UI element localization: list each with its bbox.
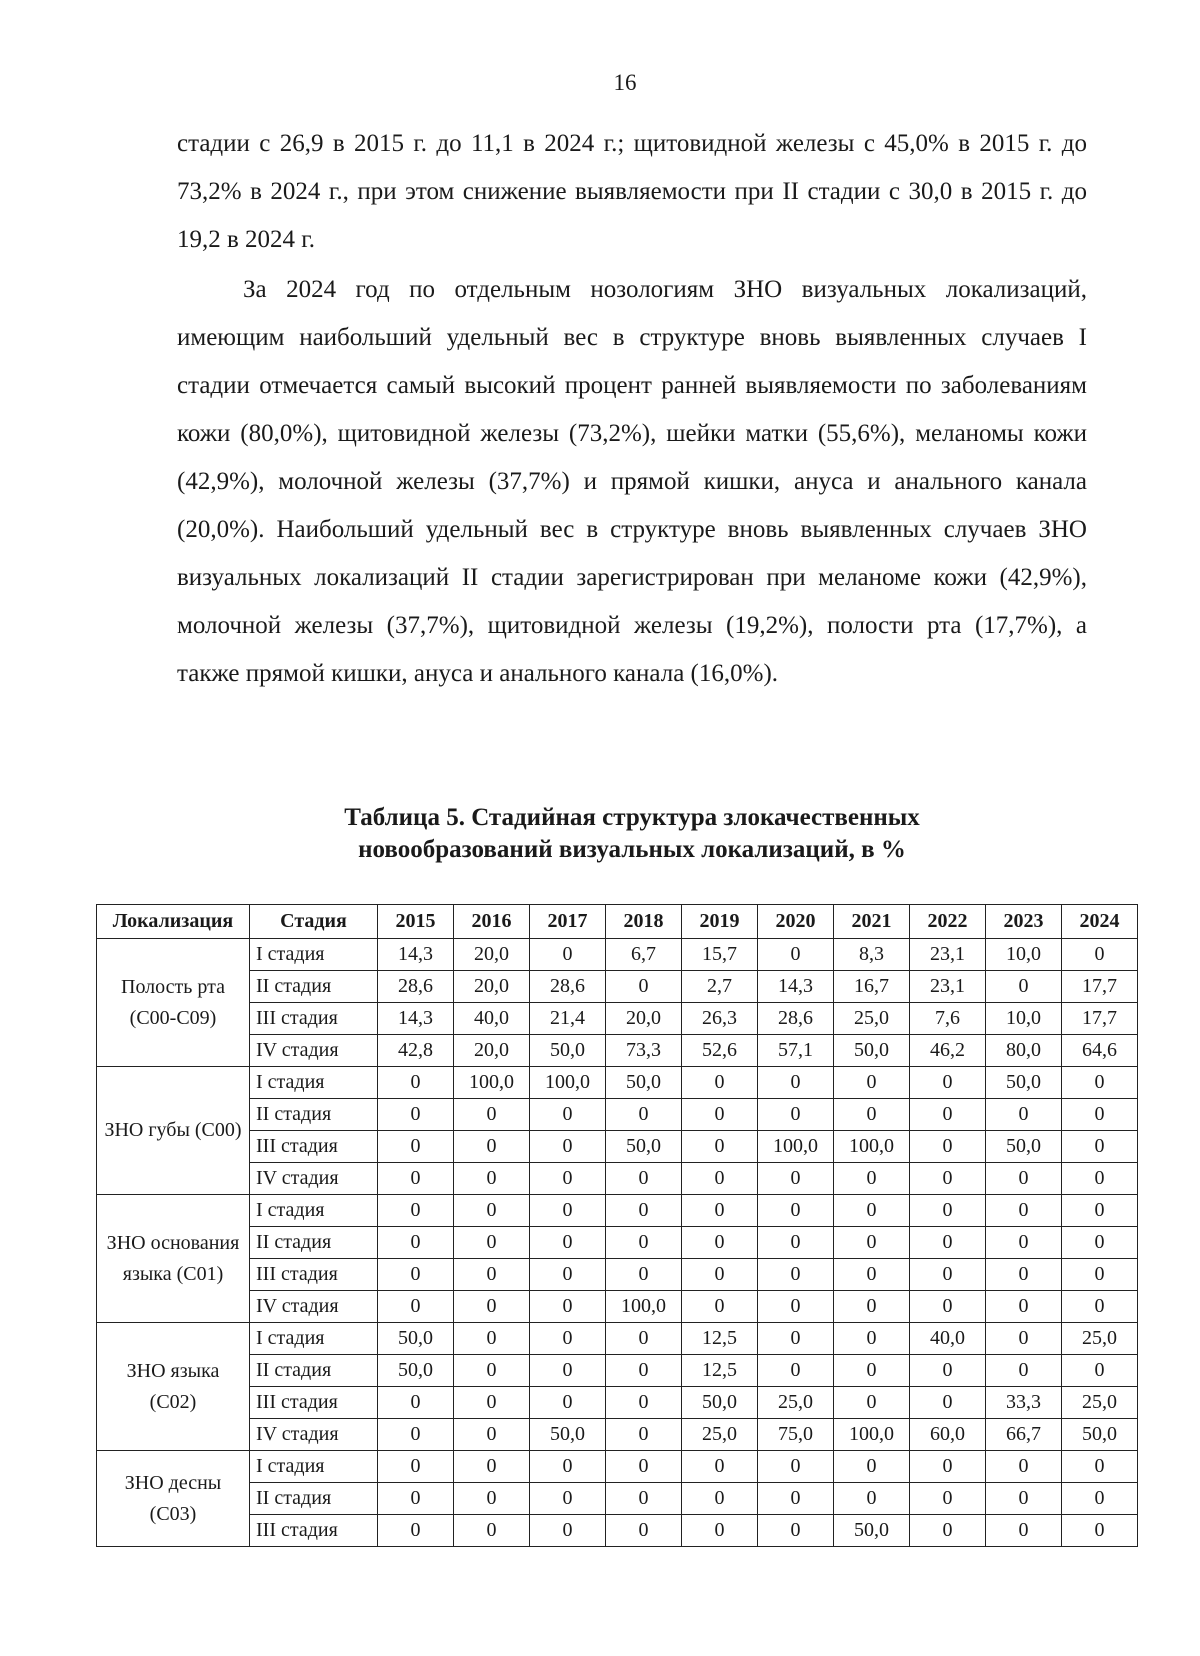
value-cell: 0 xyxy=(530,1387,606,1419)
value-cell: 64,6 xyxy=(1062,1035,1138,1067)
value-cell: 0 xyxy=(530,1515,606,1547)
value-cell: 0 xyxy=(834,1387,910,1419)
value-cell: 0 xyxy=(530,1323,606,1355)
value-cell: 0 xyxy=(1062,1259,1138,1291)
value-cell: 6,7 xyxy=(606,939,682,971)
header-year-2023: 2023 xyxy=(986,905,1062,939)
value-cell: 50,0 xyxy=(834,1035,910,1067)
value-cell: 0 xyxy=(454,1163,530,1195)
value-cell: 0 xyxy=(910,1195,986,1227)
value-cell: 0 xyxy=(834,1099,910,1131)
value-cell: 0 xyxy=(454,1355,530,1387)
value-cell: 16,7 xyxy=(834,971,910,1003)
value-cell: 0 xyxy=(758,1067,834,1099)
value-cell: 8,3 xyxy=(834,939,910,971)
value-cell: 0 xyxy=(378,1291,454,1323)
value-cell: 0 xyxy=(606,1515,682,1547)
value-cell: 0 xyxy=(682,1099,758,1131)
value-cell: 17,7 xyxy=(1062,971,1138,1003)
localization-cell: Полость рта (С00-С09) xyxy=(97,939,250,1067)
stage-structure-table xyxy=(96,904,1138,1547)
value-cell: 0 xyxy=(454,1131,530,1163)
value-cell: 0 xyxy=(606,1323,682,1355)
value-cell: 0 xyxy=(606,1195,682,1227)
value-cell: 0 xyxy=(530,1451,606,1483)
header-year-2019: 2019 xyxy=(682,905,758,939)
value-cell: 0 xyxy=(910,1227,986,1259)
stage-cell: IV стадия xyxy=(250,1035,378,1067)
table-header-row xyxy=(97,905,1138,939)
value-cell: 0 xyxy=(758,1483,834,1515)
value-cell: 12,5 xyxy=(682,1355,758,1387)
value-cell: 0 xyxy=(910,1515,986,1547)
stage-cell: III стадия xyxy=(250,1515,378,1547)
value-cell: 28,6 xyxy=(758,1003,834,1035)
value-cell: 0 xyxy=(986,1323,1062,1355)
value-cell: 0 xyxy=(682,1515,758,1547)
value-cell: 0 xyxy=(1062,1451,1138,1483)
paragraph-2024-summary: За 2024 год по отдельным нозологиям ЗНО визуальных локализаций, имеющим наибольший удельный вес в структуре вновь выявленных случаев I стадии отмечается самый высокий процент ранней выявляемости по заболеваниям кожи (80,0%), щитовидной железы (73,2%), шейки матки (55,6%), меланомы кожи (42,9%), молочной железы (37,7%) и прямой кишки, ануса и анального канала (20,0%). Наибольший удельный вес в структуре вновь выявленных случаев ЗНО визуальных локализаций II стадии зарегистрирован при меланоме кожи (42,9%), молочной железы (37,7%), щитовидной железы (19,2%), полости рта (17,7%), а также прямой кишки, ануса и анального канала (16,0%). xyxy=(177,276,1087,687)
value-cell: 28,6 xyxy=(378,971,454,1003)
value-cell: 50,0 xyxy=(530,1419,606,1451)
value-cell: 0 xyxy=(606,971,682,1003)
value-cell: 0 xyxy=(682,1483,758,1515)
value-cell: 0 xyxy=(682,1259,758,1291)
stage-cell: I стадия xyxy=(250,1195,378,1227)
value-cell: 0 xyxy=(1062,1355,1138,1387)
stage-cell: III стадия xyxy=(250,1131,378,1163)
value-cell: 0 xyxy=(758,1195,834,1227)
value-cell: 14,3 xyxy=(378,939,454,971)
value-cell: 0 xyxy=(986,1099,1062,1131)
value-cell: 0 xyxy=(606,1387,682,1419)
page-number: 16 xyxy=(613,70,637,95)
stage-cell: I стадия xyxy=(250,1067,378,1099)
table-caption-line-1: Таблица 5. Стадийная структура злокачественных xyxy=(344,804,920,831)
value-cell: 0 xyxy=(1062,1483,1138,1515)
value-cell: 100,0 xyxy=(530,1067,606,1099)
stage-cell: III стадия xyxy=(250,1387,378,1419)
value-cell: 0 xyxy=(1062,1291,1138,1323)
value-cell: 100,0 xyxy=(834,1131,910,1163)
table-row xyxy=(97,1195,1138,1227)
value-cell: 80,0 xyxy=(986,1035,1062,1067)
value-cell: 0 xyxy=(1062,1515,1138,1547)
value-cell: 0 xyxy=(986,1163,1062,1195)
table-caption-line-2: новообразований визуальных локализаций, в % xyxy=(358,836,906,863)
value-cell: 20,0 xyxy=(606,1003,682,1035)
value-cell: 0 xyxy=(1062,939,1138,971)
stage-cell: I стадия xyxy=(250,1451,378,1483)
value-cell: 0 xyxy=(454,1483,530,1515)
value-cell: 0 xyxy=(758,1515,834,1547)
value-cell: 0 xyxy=(454,1227,530,1259)
localization-cell: ЗНО десны (С03) xyxy=(97,1451,250,1547)
header-year-2015: 2015 xyxy=(378,905,454,939)
table-row xyxy=(97,1323,1138,1355)
value-cell: 0 xyxy=(606,1099,682,1131)
value-cell: 0 xyxy=(910,1451,986,1483)
header-year-2021: 2021 xyxy=(834,905,910,939)
value-cell: 50,0 xyxy=(606,1131,682,1163)
value-cell: 0 xyxy=(378,1259,454,1291)
value-cell: 0 xyxy=(986,1515,1062,1547)
header-year-2022: 2022 xyxy=(910,905,986,939)
value-cell: 0 xyxy=(606,1163,682,1195)
table-row xyxy=(97,1419,1138,1451)
value-cell: 0 xyxy=(758,1451,834,1483)
value-cell: 0 xyxy=(454,1451,530,1483)
value-cell: 0 xyxy=(758,1291,834,1323)
value-cell: 0 xyxy=(606,1227,682,1259)
value-cell: 0 xyxy=(986,1195,1062,1227)
value-cell: 0 xyxy=(758,1355,834,1387)
value-cell: 50,0 xyxy=(834,1515,910,1547)
value-cell: 0 xyxy=(1062,1163,1138,1195)
value-cell: 50,0 xyxy=(378,1323,454,1355)
header-localization: Локализация xyxy=(97,905,250,939)
table-row xyxy=(97,1099,1138,1131)
value-cell: 0 xyxy=(1062,1195,1138,1227)
value-cell: 100,0 xyxy=(454,1067,530,1099)
stage-cell: II стадия xyxy=(250,1227,378,1259)
value-cell: 0 xyxy=(606,1483,682,1515)
value-cell: 0 xyxy=(378,1131,454,1163)
stage-cell: I стадия xyxy=(250,939,378,971)
value-cell: 0 xyxy=(378,1451,454,1483)
value-cell: 0 xyxy=(910,1163,986,1195)
value-cell: 0 xyxy=(758,1099,834,1131)
value-cell: 10,0 xyxy=(986,1003,1062,1035)
stage-cell: II стадия xyxy=(250,1483,378,1515)
table-row xyxy=(97,1259,1138,1291)
value-cell: 0 xyxy=(986,1483,1062,1515)
value-cell: 15,7 xyxy=(682,939,758,971)
value-cell: 28,6 xyxy=(530,971,606,1003)
value-cell: 0 xyxy=(1062,1131,1138,1163)
value-cell: 0 xyxy=(910,1291,986,1323)
value-cell: 0 xyxy=(530,939,606,971)
table-row xyxy=(97,1067,1138,1099)
value-cell: 0 xyxy=(986,1291,1062,1323)
stage-cell: III стадия xyxy=(250,1003,378,1035)
table-row xyxy=(97,1163,1138,1195)
value-cell: 0 xyxy=(530,1227,606,1259)
value-cell: 0 xyxy=(454,1099,530,1131)
localization-cell: ЗНО языка (С02) xyxy=(97,1323,250,1451)
value-cell: 0 xyxy=(834,1163,910,1195)
header-year-2016: 2016 xyxy=(454,905,530,939)
value-cell: 0 xyxy=(530,1291,606,1323)
stage-cell: II стадия xyxy=(250,1099,378,1131)
value-cell: 0 xyxy=(758,939,834,971)
value-cell: 10,0 xyxy=(986,939,1062,971)
table-row xyxy=(97,1035,1138,1067)
value-cell: 0 xyxy=(530,1259,606,1291)
table-row xyxy=(97,1003,1138,1035)
value-cell: 0 xyxy=(910,1131,986,1163)
table-row xyxy=(97,939,1138,971)
value-cell: 0 xyxy=(454,1419,530,1451)
value-cell: 0 xyxy=(1062,1227,1138,1259)
table-row xyxy=(97,1291,1138,1323)
value-cell: 25,0 xyxy=(758,1387,834,1419)
value-cell: 40,0 xyxy=(910,1323,986,1355)
paragraph-continuation: стадии с 26,9 в 2015 г. до 11,1 в 2024 г.; щитовидной железы с 45,0% в 2015 г. до 73,2% в 2024 г., при этом снижение выявляемости при II стадии с 30,0 в 2015 г. до 19,2 в 2024 г. xyxy=(177,130,1087,253)
value-cell: 25,0 xyxy=(682,1419,758,1451)
table-row xyxy=(97,1355,1138,1387)
value-cell: 60,0 xyxy=(910,1419,986,1451)
value-cell: 66,7 xyxy=(986,1419,1062,1451)
value-cell: 0 xyxy=(758,1163,834,1195)
value-cell: 50,0 xyxy=(1062,1419,1138,1451)
localization-cell: ЗНО губы (С00) xyxy=(97,1067,250,1195)
value-cell: 57,1 xyxy=(758,1035,834,1067)
value-cell: 0 xyxy=(378,1163,454,1195)
value-cell: 0 xyxy=(834,1195,910,1227)
header-year-2024: 2024 xyxy=(1062,905,1138,939)
value-cell: 0 xyxy=(606,1355,682,1387)
value-cell: 7,6 xyxy=(910,1003,986,1035)
header-year-2020: 2020 xyxy=(758,905,834,939)
value-cell: 0 xyxy=(682,1291,758,1323)
value-cell: 50,0 xyxy=(682,1387,758,1419)
value-cell: 0 xyxy=(986,1451,1062,1483)
value-cell: 20,0 xyxy=(454,971,530,1003)
value-cell: 0 xyxy=(606,1419,682,1451)
value-cell: 0 xyxy=(378,1387,454,1419)
value-cell: 50,0 xyxy=(530,1035,606,1067)
value-cell: 0 xyxy=(454,1195,530,1227)
value-cell: 75,0 xyxy=(758,1419,834,1451)
value-cell: 23,1 xyxy=(910,971,986,1003)
value-cell: 0 xyxy=(378,1515,454,1547)
value-cell: 100,0 xyxy=(758,1131,834,1163)
value-cell: 73,3 xyxy=(606,1035,682,1067)
value-cell: 0 xyxy=(454,1259,530,1291)
value-cell: 14,3 xyxy=(758,971,834,1003)
value-cell: 0 xyxy=(682,1227,758,1259)
value-cell: 20,0 xyxy=(454,1035,530,1067)
value-cell: 0 xyxy=(682,1451,758,1483)
localization-cell: ЗНО основания языка (С01) xyxy=(97,1195,250,1323)
value-cell: 0 xyxy=(834,1067,910,1099)
value-cell: 0 xyxy=(1062,1067,1138,1099)
value-cell: 0 xyxy=(758,1259,834,1291)
table-row xyxy=(97,1387,1138,1419)
value-cell: 0 xyxy=(1062,1099,1138,1131)
value-cell: 0 xyxy=(682,1163,758,1195)
stage-cell: I стадия xyxy=(250,1323,378,1355)
header-stage: Стадия xyxy=(250,905,378,939)
table-row xyxy=(97,1515,1138,1547)
value-cell: 42,8 xyxy=(378,1035,454,1067)
value-cell: 40,0 xyxy=(454,1003,530,1035)
value-cell: 0 xyxy=(378,1067,454,1099)
stage-cell: IV стадия xyxy=(250,1163,378,1195)
value-cell: 0 xyxy=(986,1259,1062,1291)
stage-cell: IV стадия xyxy=(250,1291,378,1323)
value-cell: 0 xyxy=(834,1323,910,1355)
value-cell: 0 xyxy=(606,1259,682,1291)
value-cell: 0 xyxy=(834,1291,910,1323)
header-year-2018: 2018 xyxy=(606,905,682,939)
value-cell: 0 xyxy=(378,1195,454,1227)
value-cell: 100,0 xyxy=(834,1419,910,1451)
stage-cell: II стадия xyxy=(250,971,378,1003)
table-row xyxy=(97,1483,1138,1515)
value-cell: 0 xyxy=(454,1323,530,1355)
value-cell: 50,0 xyxy=(986,1067,1062,1099)
value-cell: 23,1 xyxy=(910,939,986,971)
value-cell: 0 xyxy=(454,1291,530,1323)
value-cell: 0 xyxy=(910,1483,986,1515)
value-cell: 0 xyxy=(378,1419,454,1451)
table-row xyxy=(97,1131,1138,1163)
value-cell: 0 xyxy=(454,1387,530,1419)
header-year-2017: 2017 xyxy=(530,905,606,939)
value-cell: 0 xyxy=(910,1259,986,1291)
value-cell: 0 xyxy=(530,1483,606,1515)
table-row xyxy=(97,1451,1138,1483)
value-cell: 0 xyxy=(834,1483,910,1515)
value-cell: 0 xyxy=(986,971,1062,1003)
table-row xyxy=(97,1227,1138,1259)
value-cell: 0 xyxy=(454,1515,530,1547)
value-cell: 0 xyxy=(834,1259,910,1291)
value-cell: 0 xyxy=(910,1387,986,1419)
value-cell: 21,4 xyxy=(530,1003,606,1035)
value-cell: 0 xyxy=(530,1099,606,1131)
value-cell: 50,0 xyxy=(606,1067,682,1099)
value-cell: 20,0 xyxy=(454,939,530,971)
value-cell: 0 xyxy=(758,1323,834,1355)
value-cell: 17,7 xyxy=(1062,1003,1138,1035)
value-cell: 12,5 xyxy=(682,1323,758,1355)
value-cell: 0 xyxy=(834,1227,910,1259)
value-cell: 2,7 xyxy=(682,971,758,1003)
value-cell: 52,6 xyxy=(682,1035,758,1067)
value-cell: 0 xyxy=(530,1355,606,1387)
value-cell: 0 xyxy=(682,1131,758,1163)
table-body xyxy=(97,939,1138,1547)
value-cell: 0 xyxy=(910,1355,986,1387)
value-cell: 50,0 xyxy=(986,1131,1062,1163)
stage-cell: III стадия xyxy=(250,1259,378,1291)
value-cell: 0 xyxy=(682,1195,758,1227)
value-cell: 0 xyxy=(378,1227,454,1259)
value-cell: 0 xyxy=(378,1099,454,1131)
value-cell: 0 xyxy=(910,1099,986,1131)
value-cell: 25,0 xyxy=(1062,1323,1138,1355)
value-cell: 0 xyxy=(986,1227,1062,1259)
value-cell: 0 xyxy=(682,1067,758,1099)
value-cell: 0 xyxy=(530,1195,606,1227)
table-caption xyxy=(177,802,1087,866)
value-cell: 0 xyxy=(378,1483,454,1515)
stage-cell: IV стадия xyxy=(250,1419,378,1451)
value-cell: 26,3 xyxy=(682,1003,758,1035)
stage-cell: II стадия xyxy=(250,1355,378,1387)
table-row xyxy=(97,971,1138,1003)
value-cell: 0 xyxy=(530,1163,606,1195)
value-cell: 0 xyxy=(606,1451,682,1483)
value-cell: 0 xyxy=(834,1355,910,1387)
value-cell: 0 xyxy=(834,1451,910,1483)
value-cell: 25,0 xyxy=(1062,1387,1138,1419)
value-cell: 0 xyxy=(910,1067,986,1099)
value-cell: 50,0 xyxy=(378,1355,454,1387)
value-cell: 100,0 xyxy=(606,1291,682,1323)
value-cell: 0 xyxy=(530,1131,606,1163)
value-cell: 14,3 xyxy=(378,1003,454,1035)
value-cell: 25,0 xyxy=(834,1003,910,1035)
value-cell: 0 xyxy=(758,1227,834,1259)
value-cell: 33,3 xyxy=(986,1387,1062,1419)
value-cell: 0 xyxy=(986,1355,1062,1387)
value-cell: 46,2 xyxy=(910,1035,986,1067)
